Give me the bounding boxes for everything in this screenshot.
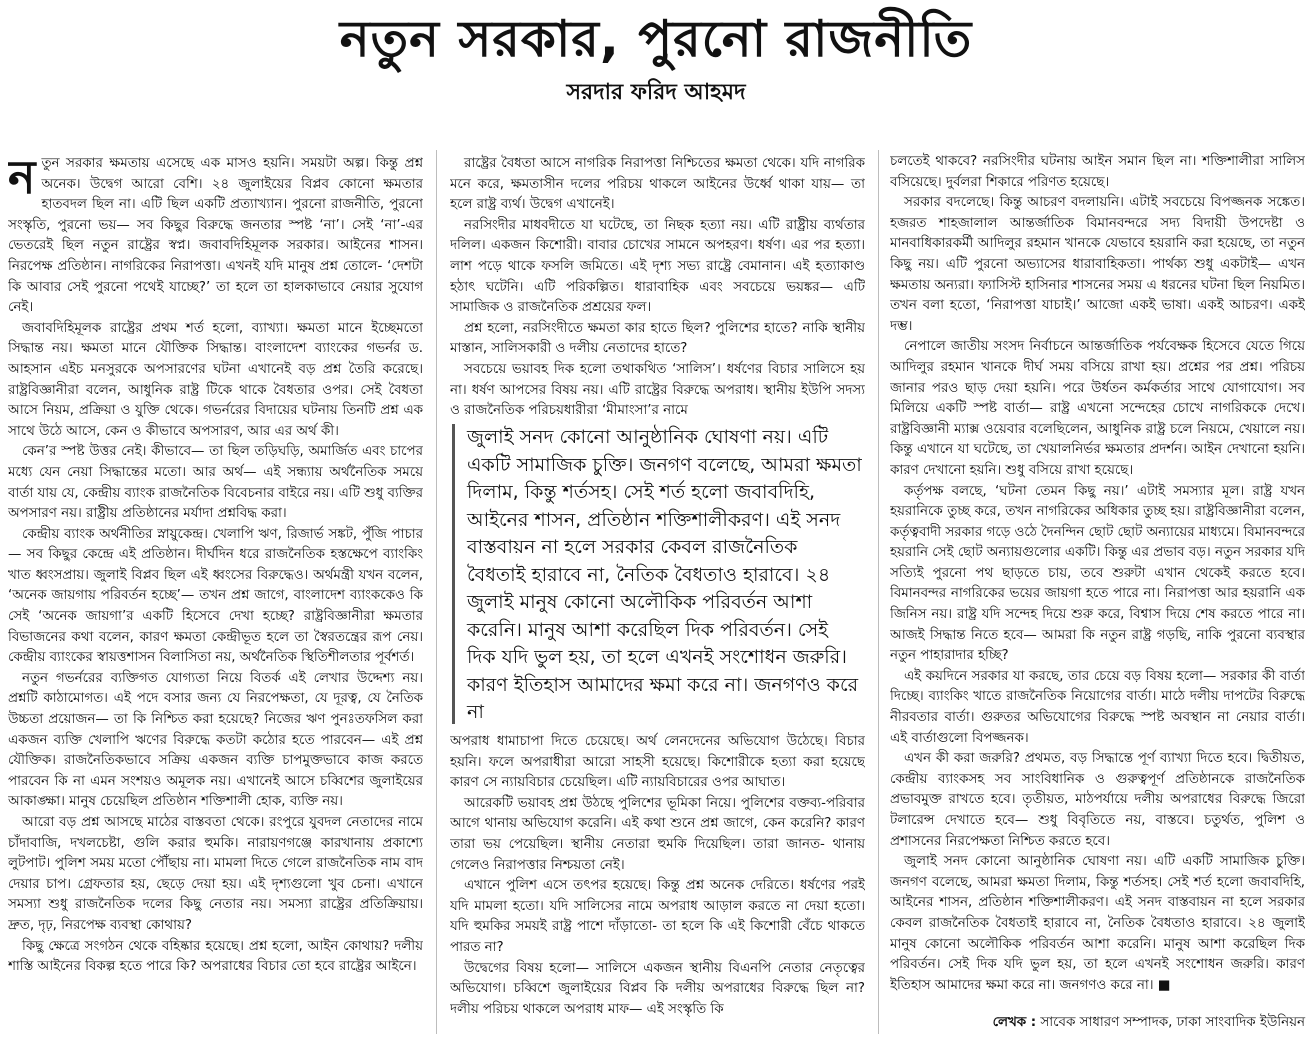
byline: সরদার ফরিদ আহমদ [566,80,746,105]
paragraph: নতুন সরকার ক্ষমতায় এসেছে এক মাসও হয়নি। সময়টা অল্প। কিন্তু প্রশ্ন অনেক। উদ্বেগ আরো বেশি। ২৪ জুলাইয়ের বিপ্লব কোনো ক্ষমতার হাতবদল ছিল না। এটি ছিল একটি প্রত্যাখ্যান। পুরনো রাজনীতি, পুরনো সংস্কৃতি, পুরনো ভয়— সব কিছুর বিরুদ্ধে জনতার স্পষ্ট ‘না’। সেই ‘না’-এর ভেতরেই ছিল নতুন রাষ্ট্রের স্বপ্ন। জবাবদিহিমূলক সরকার। আইনের শাসন। নিরপেক্ষ প্রতিষ্ঠান। নাগরিকের নিরাপত্তা। এখনই যদি মানুষ প্রশ্ন তোলে- ‘দেশটা কি আবার সেই পুরনো পথেই যাচ্ছে?’ তা হলে তা হালকাভাবে নেয়ার সুযোগ নেই। [8,154,423,316]
column-2-bottom [450,732,865,1032]
author-label: লেখক : [992,1015,1037,1030]
column-divider [436,150,437,1034]
paragraph: নতুন গভর্নরের ব্যক্তিগত যোগ্যতা নিয়ে বিতর্ক এই লেখার উদ্দেশ্য নয়। প্রশ্নটি কাঠামোগত। এই পদে বসার জন্য যে নিরপেক্ষতা, যে দূরত্ব, যে নৈতিক উচ্চতা প্রয়োজন— তা কি নিশ্চিত করা হয়েছে? নিজের ঋণ পুনঃতফসিল করা একজন ব্যক্তি খেলাপি ঋণের বিরুদ্ধে কতটা কঠোর হতে পারবেন— এই প্রশ্ন যৌক্তিক। রাজনৈতিকভাবে সক্রিয় একজন ব্যক্তি চাপমুক্তভাবে কাজ করতে পারবেন কি না এমন সংশয়ও অমূলক নয়। এখানেই আসে চব্বিশের জুলাইয়ের আকাঙ্ক্ষা। মানুষ চেয়েছিল প্রতিষ্ঠান শক্তিশালী হোক, ব্যক্তি নয়। [8,670,423,810]
paragraph: কেন্দ্রীয় ব্যাংক অর্থনীতির স্নায়ুকেন্দ্র। খেলাপি ঋণ, রিজার্ভ সঙ্কট, পুঁজি পাচার— সব কিছুর কেন্দ্রে এই প্রতিষ্ঠান। দীর্ঘদিন ধরে রাজনৈতিক হস্তক্ষেপে ব্যাংকিং খাত ধ্বংসপ্রায়। জুলাই বিপ্লব ছিল এই ধ্বংসের বিরুদ্ধেও। অর্থমন্ত্রী যখন বলেন, ‘অনেক জায়গায় পরিবর্তন হচ্ছে’— তখন প্রশ্ন জাগে, বাংলাদেশ ব্যাংককেও কি সেই ‘অনেক জায়গা’র একটি হিসেবে দেখা হচ্ছে? রাষ্ট্রবিজ্ঞানীরা ক্ষমতার বিভাজনের কথা বলেন, কারণ ক্ষমতা কেন্দ্রীভূত হলে তা স্বৈরতন্ত্রের রূপ নেয়। কেন্দ্রীয় ব্যাংকের স্বায়ত্তশাসন বিলাসিতা নয়, অর্থনৈতিক স্থিতিশীলতার পূর্বশর্ত। [8,526,423,666]
column-divider [878,150,879,1034]
paragraph: নেপালে জাতীয় সংসদ নির্বাচনে আন্তর্জাতিক পর্যবেক্ষক হিসেবে যেতে গিয়ে আদিলুর রহমান খানকে দীর্ঘ সময় বসিয়ে রাখা হয়। প্রশ্নের পর প্রশ্ন। পরিচয় জানার পরও ছাড় দেয়া হয়নি। পরে উর্ধতন কর্মকর্তার সাথে যোগাযোগ। সব মিলিয়ে একটি স্পষ্ট বার্তা— রাষ্ট্র এখনো সন্দেহের চোখে নাগরিককে দেখে। রাষ্ট্রবিজ্ঞানী ম্যাক্স ওয়েবার বলেছিলেন, আধুনিক রাষ্ট্র চলে নিয়মে, খেয়ালে নয়। কিন্তু এখানে যা ঘটেছে, তা খেয়ালনির্ভর ক্ষমতার প্রদর্শন। আইন দেখানো হয়নি। কারণ দেখানো হয়নি। শুধু বসিয়ে রাখা হয়েছে। [890,339,1305,478]
paragraph: এখন কী করা জরুরি? প্রথমত, বড় সিদ্ধান্তে পূর্ণ ব্যাখ্যা দিতে হবে। দ্বিতীয়ত, কেন্দ্রীয় ব্যাংকসহ সব সাংবিধানিক ও গুরুত্বপূর্ণ প্রতিষ্ঠানকে রাজনৈতিক প্রভাবমুক্ত রাখতে হবে। তৃতীয়ত, মাঠপর্যায়ে দলীয় অপরাধের বিরুদ্ধে জিরো টলারেন্স দেখাতে হবে— শুধু বিবৃতিতে নয়, বাস্তবে। চতুর্থত, পুলিশ ও প্রশাসনের নিরপেক্ষতা নিশ্চিত করতে হবে। [890,751,1305,849]
paragraph: সরকার বদলেছে। কিন্তু আচরণ বদলায়নি। এটাই সবচেয়ে বিপজ্জনক সঙ্কেত। হজরত শাহজালাল আন্তর্জাতিক বিমানবন্দরে সদ্য বিদায়ী উপদেষ্টা ও মানবাধিকারকর্মী আদিলুর রহমান খানকে যেভাবে হয়রানি করা হয়েছে, তা নতুন কিছু নয়। এটি পুরনো অভ্যাসের ধারাবাহিকতা। পার্থক্য শুধু একটাই— এখন ক্ষমতায় অন্যরা। ফ্যাসিস্ট হাসিনার শাসনের সময় এ ধরনের ঘটনা ছিল নিয়মিত। তখন বলা হতো, ‘নিরাপত্তা যাচাই।’ আজো একই ভাষা। একই আচরণ। একই দম্ভ। [890,195,1305,334]
pull-quote: জুলাই সনদ কোনো আনুষ্ঠানিক ঘোষণা নয়। এটি একটি সামাজিক চুক্তি। জনগণ বলেছে, আমরা ক্ষমতা দিলাম, কিন্তু শর্তসহ। সেই শর্ত হলো জবাবদিহি, আইনের শাসন, প্রতিষ্ঠান শক্তিশালীকরণ। এই সনদ বাস্তবায়ন না হলে সরকার কেবল রাজনৈতিক বৈধতাই হারাবে না, নৈতিক বৈধতাও হারাবে। ২৪ জুলাই মানুষ কোনো অলৌকিক পরিবর্তন আশা করেনি। মানুষ আশা করেছিল দিক পরিবর্তন। সেই দিক যদি ভুল হয়, তা হলে এখনই সংশোধন জরুরি। কারণ ইতিহাস আমাদের ক্ষমা করে না। জনগণও করে না [452,424,862,724]
paragraph: এই কয়দিনে সরকার যা করছে, তার চেয়ে বড় বিষয় হলো— সরকার কী বার্তা দিচ্ছে। ব্যাংকিং খাতে রাজনৈতিক নিয়োগের বার্তা। মাঠে দলীয় দাপটের বিরুদ্ধে নীরবতার বার্তা। গুরুতর অভিযোগের বিরুদ্ধে স্পষ্ট অবস্থান না নেয়ার বার্তা। এই বার্তাগুলো বিপজ্জনক। [890,668,1305,746]
paragraph: কর্তৃপক্ষ বলছে, ‘ঘটনা তেমন কিছু নয়।’ এটাই সমস্যার মূল। রাষ্ট্র যখন হয়রানিকে তুচ্ছ করে, তখন নাগরিকের অধিকার তুচ্ছ হয়। রাষ্ট্রবিজ্ঞানীরা বলেন, কর্তৃত্ববাদী সরকার গড়ে ওঠে দৈনন্দিন ছোট ছোট অন্যায়ের মাধ্যমে। বিমানবন্দরে হয়রানি সেই ছোট অন্যায়গুলোর একটি। কিন্তু এর প্রভাব বড়। নতুন সরকার যদি সত্যিই পুরনো পথ ছাড়তে চায়, তবে শুরুটা এখান থেকেই করতে হবে। বিমানবন্দর নাগরিকের ভয়ের জায়গা হতে পারে না। নিরাপত্তা আর হয়রানি এক জিনিস নয়। রাষ্ট্র যদি সন্দেহ দিয়ে শুরু করে, বিশ্বাস দিয়ে শেষ করতে পারে না। আজই সিদ্ধান্ত নিতে হবে— আমরা কি নতুন রাষ্ট্র গড়ছি, নাকি পুরনো ব্যবস্থার নতুন পাহারাদার হচ্ছি? [890,483,1305,664]
paragraph: নরসিংদীর মাধবদীতে যা ঘটেছে, তা নিছক হত্যা নয়। এটি রাষ্ট্রীয় ব্যর্থতার দলিল। একজন কিশোরী। বাবার চোখের সামনে অপহরণ। ধর্ষণ। এর পর হত্যা। লাশ পড়ে থাকে ফসলি জমিতে। এই দৃশ্য সভ্য রাষ্ট্রে বেমানান। এই হত্যাকাণ্ড হঠাৎ ঘটেনি। এটি পরিকল্পিত। ধারাবাহিক এবং সবচেয়ে ভয়ঙ্কর— এটি সামাজিক ও রাজনৈতিক প্রশ্রয়ের ফল। [450,217,865,316]
paragraph: কেন’র স্পষ্ট উত্তর নেই। কীভাবে— তা ছিল তড়িঘড়ি, অমার্জিত এবং চাপের মধ্যে যেন নেয়া সিদ্ধান্তের মতো। আর অর্থ— এই সন্ধ্যায় অর্থনৈতিক সময়ে বার্তা যায় যে, কেন্দ্রীয় ব্যাংক রাজনৈতিক বিবেচনার বাইরে নয়। এটি শুধু ব্যক্তির অপসারণ নয়। রাষ্ট্রীয় প্রতিষ্ঠানের মর্যাদা প্রশ্নবিদ্ধ করা। [8,444,423,522]
paragraph: আরো বড় প্রশ্ন আসছে মাঠের বাস্তবতা থেকে। রংপুরে যুবদল নেতাদের নামে চাঁদাবাজি, দখলচেষ্টা, গুলি করার হুমকি। নারায়ণগঞ্জে কারখানায় প্রকাশ্যে লুটপাট। পুলিশ সময় মতো পৌঁছায় না। মামলা দিতে গেলে রাজনৈতিক নাম বাদ দেয়ার চাপ। গ্রেফতার হয়, ছেড়ে দেয়া হয়। এই দৃশ্যগুলো খুব চেনা। এখানে সমস্যা শুধু রাজনৈতিক দলের কিছু নেতার নয়। সমস্যা রাষ্ট্রের প্রতিক্রিয়ায়। দ্রুত, দৃঢ়, নিরপেক্ষ ব্যবস্থা কোথায়? [8,815,423,933]
author-credit [890,1012,1305,1034]
paragraph: জুলাই সনদ কোনো আনুষ্ঠানিক ঘোষণা নয়। এটি একটি সামাজিক চুক্তি। জনগণ বলেছে, আমরা ক্ষমতা দিলাম, কিন্তু শর্তসহ। সেই শর্ত হলো জবাবদিহি, আইনের শাসন, প্রতিষ্ঠান শক্তিশালীকরণ। এই সনদ বাস্তবায়ন না হলে সরকার কেবল রাজনৈতিক বৈধতাই হারাবে না, নৈতিক বৈধতাও হারাবে। ২৪ জুলাই মানুষ কোনো অলৌকিক পরিবর্তন আশা করেনি। মানুষ আশা করেছিল দিক পরিবর্তন। সেই দিক যদি ভুল হয়, তা হলে এখনই সংশোধন জরুরি। কারণ ইতিহাস আমাদের ক্ষমা করে না। জনগণও করে না। ■ [890,854,1305,993]
paragraph: কিছু ক্ষেত্রে সংগঠন থেকে বহিষ্কার হয়েছে। প্রশ্ন হলো, আইন কোথায়? দলীয় শাস্তি আইনের বিকল্প হতে পারে কি? অপরাধের বিচার তো হবে রাষ্ট্রের আইনে। [8,938,423,975]
column-3 [890,152,1305,1012]
paragraph: জবাবদিহিমূলক রাষ্ট্রের প্রথম শর্ত হলো, ব্যাখ্যা। ক্ষমতা মানে ইচ্ছেমতো সিদ্ধান্ত নয়। ক্ষমতা মানে যৌক্তিক সিদ্ধান্ত। বাংলাদেশ ব্যাংকের গভর্নর ড. আহসান এইচ মনসুরকে অপসারণের ঘটনা এখানেই বড় প্রশ্ন তৈরি করেছে। রাষ্ট্রবিজ্ঞানীরা বলেন, আধুনিক রাষ্ট্র টিকে থাকে বৈধতার ওপর। সেই বৈধতা আসে নিয়ম, প্রক্রিয়া ও যুক্তি থেকে। গভর্নরের বিদায়ের ঘটনায় তিনটি প্রশ্ন এক সাথে উঠে আসে, কেন ও কীভাবে অপসারণ, আর এর অর্থ কী। [8,320,423,439]
paragraph: রাষ্ট্রের বৈধতা আসে নাগরিক নিরাপত্তা নিশ্চিতের ক্ষমতা থেকে। যদি নাগরিক মনে করে, ক্ষমতাসীন দলের পরিচয় থাকলে আইনের উর্ধ্বে থাকা যায়— তা হলে রাষ্ট্র ব্যর্থ। উদ্বেগ এখানেই। [450,156,865,213]
paragraph: সবচেয়ে ভয়াবহ দিক হলো তথাকথিত ‘সালিস’। ধর্ষণের বিচার সালিসে হয় না। ধর্ষণ আপসের বিষয় নয়। এটি রাষ্ট্রের বিরুদ্ধে অপরাধ। স্থানীয় ইউপি সদস্য ও রাজনৈতিক পরিচয়ধারীরা ‘মীমাংসা’র নামে [450,361,865,419]
paragraph: অপরাধ ধামাচাপা দিতে চেয়েছে। অর্থ লেনদেনের অভিযোগ উঠেছে। বিচার হয়নি। ফলে অপরাধীরা আরো সাহসী হয়েছে। কিশোরীকে হত্যা করা হয়েছে কারণ সে ন্যায়বিচার চেয়েছিল। এটি ন্যায়বিচারের ওপর আঘাত। [450,734,865,791]
drop-cap: ন [8,154,36,204]
paragraph: আরেকটি ভয়াবহ প্রশ্ন উঠছে পুলিশের ভূমিকা নিয়ে। পুলিশের বক্তব্য-পরিবার আগে থানায় অভিযোগ করেনি। এই কথা শুনে প্রশ্ন জাগে, কেন করেনি? কারণ তারা ভয় পেয়েছিল। স্থানীয় নেতারা হুমকি দিয়েছিল। তারা জানত- থানায় গেলেও নিরাপত্তার নিশ্চয়তা নেই। [450,795,865,873]
column-2-top [450,154,865,424]
paragraph: প্রশ্ন হলো, নরসিংদীতে ক্ষমতা কার হাতে ছিল? পুলিশের হাতে? নাকি স্থানীয় মাস্তান, সালিসকারী ও দলীয় নেতাদের হাতে? [450,320,865,357]
column-1 [8,154,423,1034]
paragraph: চলতেই থাকবে? নরসিংদীর ঘটনায় আইন সমান ছিল না। শক্তিশালীরা সালিস বসিয়েছে। দুর্বলরা শিকারে পরিণত হয়েছে। [890,154,1305,190]
author-description: সাবেক সাধারণ সম্পাদক, ঢাকা সাংবাদিক ইউনিয়ন [1040,1015,1305,1030]
headline: নতুন সরকার, পুরনো রাজনীতি [339,10,973,68]
paragraph: এখানে পুলিশ এসে তৎপর হয়েছে। কিন্তু প্রশ্ন অনেক দেরিতে। ধর্ষণের পরই যদি মামলা হতো। যদি সালিসের নামে অপরাধ আড়াল করতে না দেয়া হতো। যদি হুমকির সময়ই রাষ্ট্র পাশে দাঁড়াতো- তা হলে কি এই কিশোরী বেঁচে থাকতে পারত না? [450,878,865,955]
paragraph: উদ্বেগের বিষয় হলো— সালিসে একজন স্থানীয় বিএনপি নেতার নেতৃত্বের অভিযোগ। চব্বিশে জুলাইয়ের বিপ্লব কি দলীয় অপরাধের বিরুদ্ধে ছিল না? দলীয় পরিচয় থাকলে অপরাধ মাফ— এই সংস্কৃতি কি [450,960,865,1017]
